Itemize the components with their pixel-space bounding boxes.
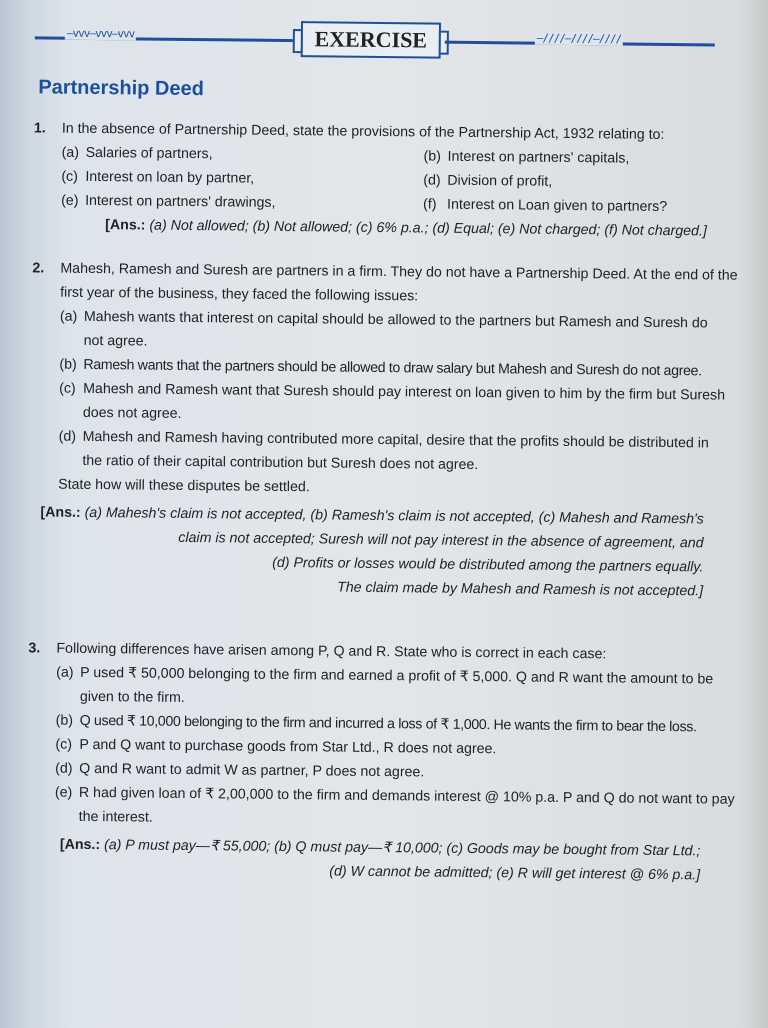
sub-item-c: [59, 377, 726, 432]
question-text: In the absence of Partnership Deed, state the provisions of the Partnership Act, 1932 relating to:: [61, 120, 665, 143]
answer-text: (a) P must pay—₹ 55,000; (b) Q must pay—₹ 10,000; (c) Goods may be bought from Star Ltd.;: [100, 837, 701, 860]
option-f: [423, 192, 723, 219]
option-text: Interest on loan by partner,: [85, 168, 255, 187]
sub-item-text-cont: the interest.: [78, 808, 153, 826]
answer-text: (a) Mahesh's claim is not accepted, (b) Ramesh's claim is not accepted, (c) Mahesh and Ramesh's: [80, 504, 704, 528]
option-d: [423, 168, 723, 195]
option-label: (c): [61, 168, 78, 185]
sub-item-a: [60, 305, 712, 360]
answer-3-line-2: (d) W cannot be admitted; (e) R will get interest @ 6% p.a.]: [329, 863, 701, 884]
question-text: Following differences have arisen among P, Q and R. State who is correct in each case:: [56, 640, 607, 663]
question-1: [33, 116, 714, 243]
sub-item-label: (c): [55, 736, 73, 753]
sub-item-text-cont: does not agree.: [82, 404, 182, 422]
answer-2-line-3: (d) Profits or losses would be distributed among the partners equally.: [272, 554, 704, 576]
question-3: [26, 636, 735, 887]
option-text: Interest on partners' drawings,: [85, 192, 276, 211]
option-label: (d): [423, 172, 441, 189]
option-b: [423, 144, 723, 171]
option-label: (e): [61, 192, 79, 209]
option-text: Interest on Loan given to partners?: [447, 196, 668, 215]
answer-label: [Ans.:: [59, 836, 101, 854]
question-footer: State how will these disputes be settled.: [58, 476, 310, 496]
sub-item-e: [54, 781, 735, 836]
option-text: Salaries of partners,: [85, 144, 213, 163]
answer-text: (a) Not allowed; (b) Not allowed; (c) 6% p.a.; (d) Equal; (e) Not charged; (f) Not charged.]: [145, 217, 707, 240]
sub-item-label: (e): [54, 784, 73, 801]
sub-item-label: (b): [59, 356, 77, 373]
question-2: [29, 256, 738, 603]
sub-item-text-cont: not agree.: [83, 332, 148, 350]
sub-item-label: (a): [59, 308, 78, 325]
sub-item-text: Q and R want to admit W as partner, P does not agree.: [79, 760, 425, 781]
header-deco-right: —////—////—////: [536, 31, 622, 46]
sub-item-text: Ramesh wants that the partners should be allowed to draw salary but Mahesh and Suresh do not agree.: [83, 356, 702, 380]
sub-item-label: (d): [58, 428, 77, 445]
sub-item-text: Mahesh and Ramesh having contributed more capital, desire that the profits should be distributed in: [82, 428, 709, 452]
option-label: (a): [61, 144, 80, 161]
answer-2-line-4: The claim made by Mahesh and Ramesh is not accepted.]: [337, 579, 704, 600]
exercise-title: EXERCISE: [301, 21, 441, 58]
exercise-header: [35, 18, 715, 61]
option-text: Interest on partners' capitals,: [447, 148, 630, 167]
options-grid: [61, 141, 714, 220]
question-number: 1.: [33, 120, 46, 137]
option-text: Division of profit,: [447, 172, 553, 190]
sub-item-text: P and Q want to purchase goods from Star Ltd., R does not agree.: [79, 736, 497, 758]
sub-item-label: (c): [59, 380, 76, 397]
sub-item-text: P used ₹ 50,000 belonging to the firm and earned a profit of ₹ 5,000. Q and R want the amount to be: [80, 664, 714, 688]
sub-item-text: R had given loan of ₹ 2,00,000 to the firm and demands interest @ 10% p.a. P and Q do not want to pay: [78, 784, 735, 808]
sub-item-label: (a): [56, 664, 74, 681]
sub-item-text-cont: the ratio of their capital contribution but Suresh does not agree.: [82, 452, 479, 474]
answer-label: [Ans.:: [105, 217, 146, 234]
question-number: 2.: [32, 260, 45, 277]
option-label: (f): [423, 196, 437, 213]
sub-item-text: Mahesh and Ramesh want that Suresh should pay interest on loan given to him by the firm but Suresh: [83, 380, 726, 404]
sub-item-text: Mahesh wants that interest on capital should be allowed to the partners but Ramesh and Suresh do: [83, 308, 708, 332]
sub-item-label: (b): [55, 712, 74, 729]
sub-item-text-cont: given to the firm.: [79, 688, 185, 706]
section-title: Partnership Deed: [38, 76, 205, 101]
answer-label: [Ans.:: [40, 504, 81, 521]
option-label: (b): [423, 148, 442, 165]
answer-2-line-2: claim is not accepted; Suresh will not pay interest in the absence of agreement, and: [178, 529, 704, 552]
question-number: 3.: [28, 640, 41, 657]
question-text-line-1: Mahesh, Ramesh and Suresh are partners in a firm. They do not have a Partnership Deed. At the end of the: [60, 260, 738, 284]
question-text-line-2: first year of the business, they faced the following issues:: [60, 284, 419, 305]
header-deco-left: —vvv—vvv—vvv: [66, 26, 135, 41]
sub-item-d: [58, 425, 710, 480]
sub-item-text: Q used ₹ 10,000 belonging to the firm and incurred a loss of ₹ 1,000. He wants the firm to bear the loss.: [79, 712, 697, 736]
sub-item-a: [56, 661, 714, 716]
sub-item-label: (d): [55, 760, 73, 777]
